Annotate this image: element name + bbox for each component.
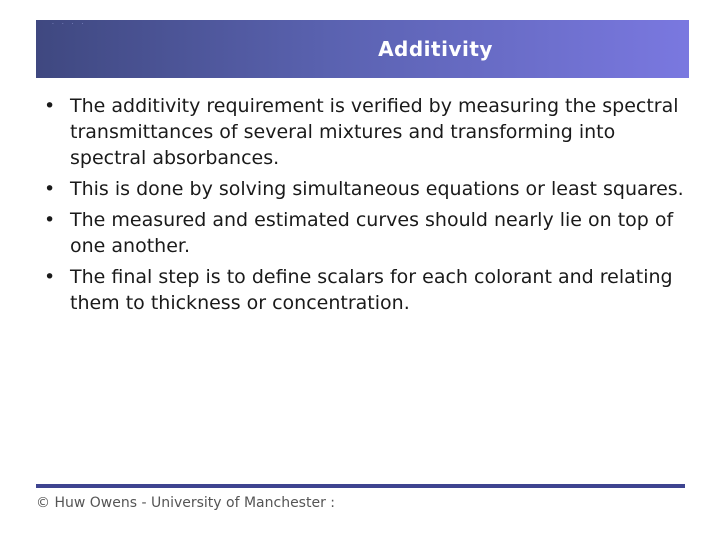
bullet-item xyxy=(44,264,694,316)
bullet-item xyxy=(44,207,694,259)
slide-title: Additivity xyxy=(378,37,493,61)
bullet-icon: • xyxy=(44,209,56,231)
slide-content xyxy=(44,93,694,321)
bullet-item xyxy=(44,93,694,171)
footer-divider xyxy=(36,484,685,488)
bullet-text: The additivity requirement is verified by measuring the spectral transmittances of several mixtures and transforming into spectral absorbances. xyxy=(70,95,679,169)
bullet-icon: • xyxy=(44,178,56,200)
bullet-icon: • xyxy=(44,266,56,288)
bullet-list xyxy=(44,93,694,316)
bullet-item xyxy=(44,176,694,202)
footer-copyright: © Huw Owens - University of Manchester : xyxy=(36,495,336,511)
bullet-text: The measured and estimated curves should nearly lie on top of one another. xyxy=(70,209,674,257)
bullet-text: The final step is to define scalars for each colorant and relating them to thickness or concentration. xyxy=(70,266,673,314)
bullet-text: This is done by solving simultaneous equations or least squares. xyxy=(70,178,684,200)
bullet-icon: • xyxy=(44,95,56,117)
decorative-dots: · · · · xyxy=(52,21,87,28)
title-bar xyxy=(36,20,689,78)
